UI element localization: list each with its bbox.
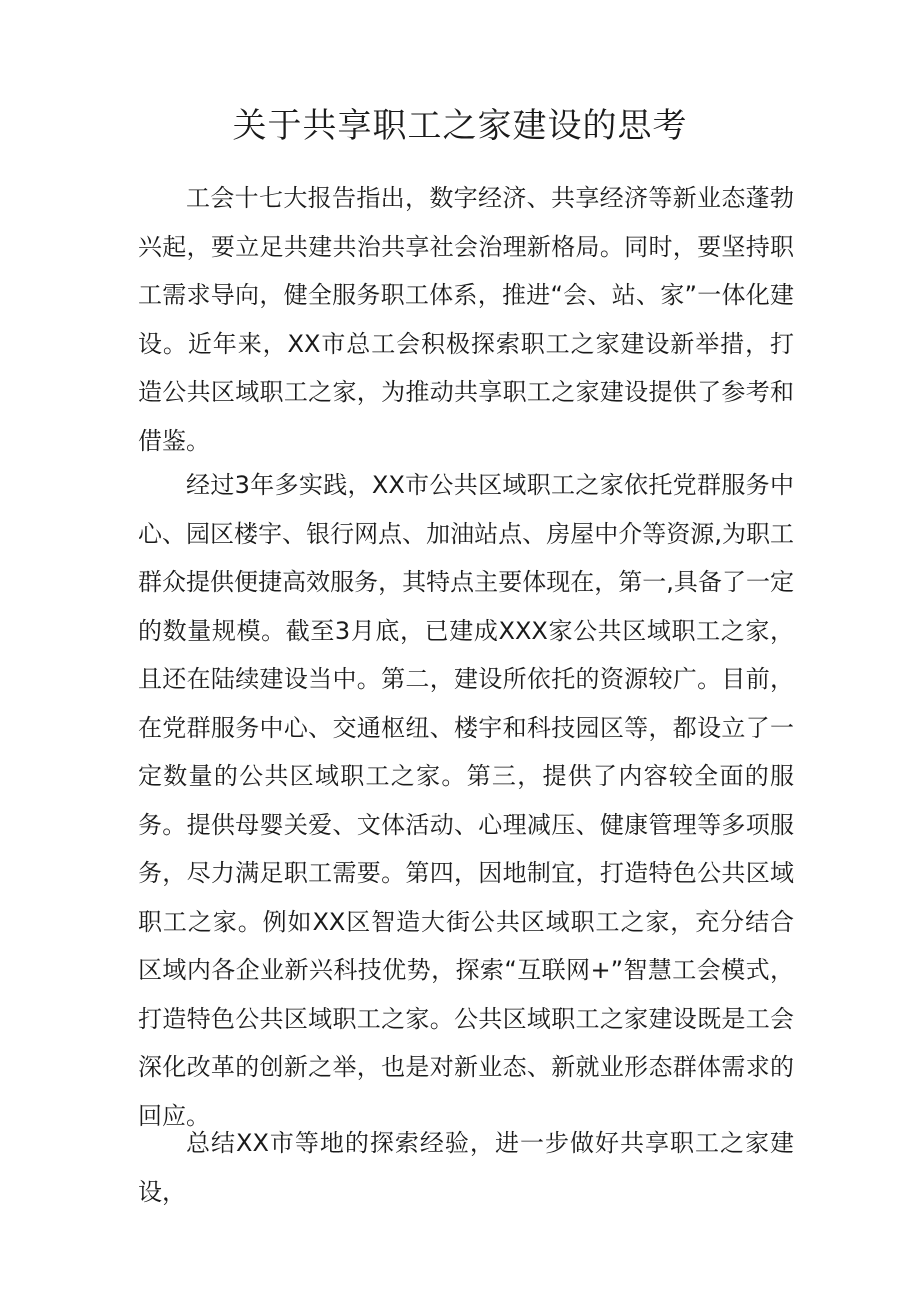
paragraph-1: 工会十七大报告指出，数字经济、共享经济等新业态蓬勃兴起，要立足共建共治共享社会治理新格局。同时，要坚持职工需求导向，健全服务职工体系，推进“会、站、家”一体化建设。近年来，XX市总工会积极探索职工之家建设新举措，打造公共区域职工之家，为推动共享职工之家建设提供了参考和借鉴。	[138, 184, 794, 455]
paragraph-3: 总结XX市等地的探索经验，进一步做好共享职工之家建设，	[138, 1129, 794, 1206]
paragraph-2: 经过3年多实践，XX市公共区域职工之家依托党群服务中心、园区楼宇、银行网点、加油站点、房屋中介等资源,为职工群众提供便捷高效服务，其特点主要体现在，第一,具备了一定的数量规模。截至3月底，已建成XXX家公共区域职工之家，且还在陆续建设当中。第二，建设所依托的资源较广。目前，在党群服务中心、交通枢纽、楼宇和科技园区等，都设立了一定数量的公共区域职工之家。第三，提供了内容较全面的服务。提供母婴关爱、文体活动、心理减压、健康管理等多项服务，尽力满足职工需要。第四，因地制宜，打造特色公共区域职工之家。例如XX区智造大街公共区域职工之家，充分结合区域内各企业新兴科技优势，探索“互联网+”智慧工会模式，打造特色公共区域职工之家。公共区域职工之家建设既是工会深化改革的创新之举，也是对新业态、新就业形态群体需求的回应。	[138, 471, 794, 1130]
document-title: 关于共享职工之家建设的思考	[232, 106, 688, 146]
